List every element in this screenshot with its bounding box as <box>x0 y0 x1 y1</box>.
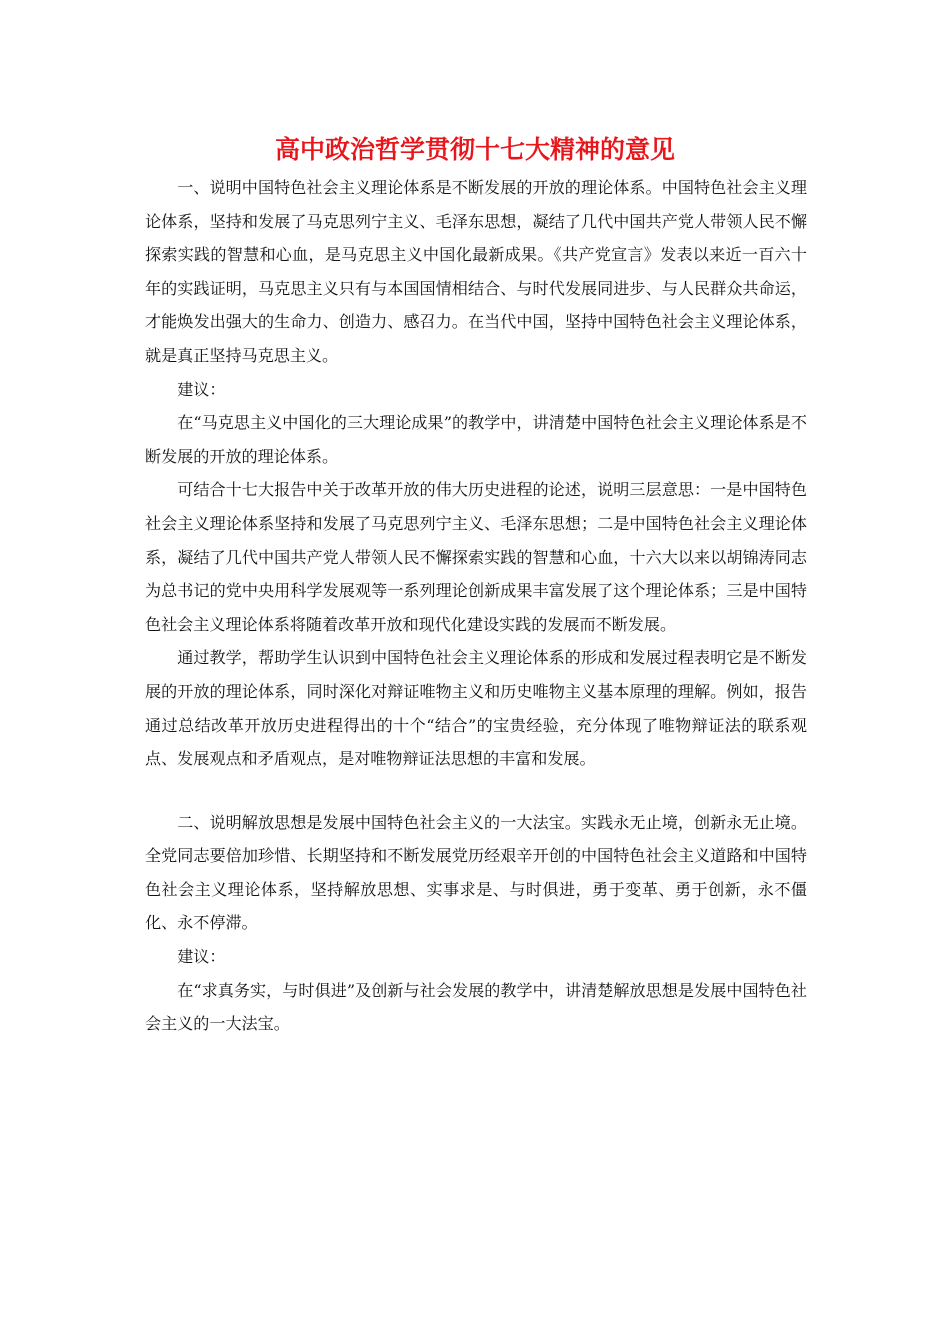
body-paragraph: 可结合十七大报告中关于改革开放的伟大历史进程的论述，说明三层意思：一是中国特色社会主义理论体系坚持和发展了马克思列宁主义、毛泽东思想；二是中国特色社会主义理论体系，凝结了几代中国共产党人带领人民不懈探索实践的智慧和心血，十六大以来以胡锦涛同志为总书记的党中央用科学发展观等一系列理论创新成果丰富发展了这个理论体系；三是中国特色社会主义理论体系将随着改革开放和现代化建设实践的发展而不断发展。 <box>145 480 807 634</box>
body-paragraph: 在“马克思主义中国化的三大理论成果”的教学中，讲清楚中国特色社会主义理论体系是不断发展的开放的理论体系。 <box>145 413 807 466</box>
body-paragraph: 通过教学，帮助学生认识到中国特色社会主义理论体系的形成和发展过程表明它是不断发展的开放的理论体系，同时深化对辩证唯物主义和历史唯物主义基本原理的理解。例如，报告通过总结改革开放历史进程得出的十个“结合”的宝贵经验，充分体现了唯物辩证法的联系观点、发展观点和矛盾观点，是对唯物辩证法思想的丰富和发展。 <box>145 648 807 769</box>
document-title: 高中政治哲学贯彻十七大精神的意见 <box>274 135 675 164</box>
section-1-paragraph: 一、说明中国特色社会主义理论体系是不断发展的开放的理论体系。中国特色社会主义理论体系，坚持和发展了马克思列宁主义、毛泽东思想，凝结了几代中国共产党人带领人民不懈探索实践的智慧和心血，是马克思主义中国化最新成果。《共产党宣言》发表以来近一百六十年的实践证明，马克思主义只有与本国国情相结合、与时代发展同进步、与人民群众共命运，才能焕发出强大的生命力、创造力、感召力。在当代中国，坚持中国特色社会主义理论体系，就是真正坚持马克思主义。 <box>145 178 807 365</box>
section-2-paragraph: 二、说明解放思想是发展中国特色社会主义的一大法宝。实践永无止境，创新永无止境。全党同志要倍加珍惜、长期坚持和不断发展党历经艰辛开创的中国特色社会主义道路和中国特色社会主义理论体系，坚持解放思想、实事求是、与时俱进，勇于变革、勇于创新，永不僵化、永不停滞。 <box>145 812 807 933</box>
document-body <box>145 171 807 1041</box>
section-gap <box>145 776 807 806</box>
suggestion-label: 建议： <box>177 379 226 399</box>
body-paragraph: 在“求真务实，与时俱进”及创新与社会发展的教学中，讲清楚解放思想是发展中国特色社会主义的一大法宝。 <box>145 980 807 1034</box>
suggestion-label: 建议： <box>177 947 226 967</box>
